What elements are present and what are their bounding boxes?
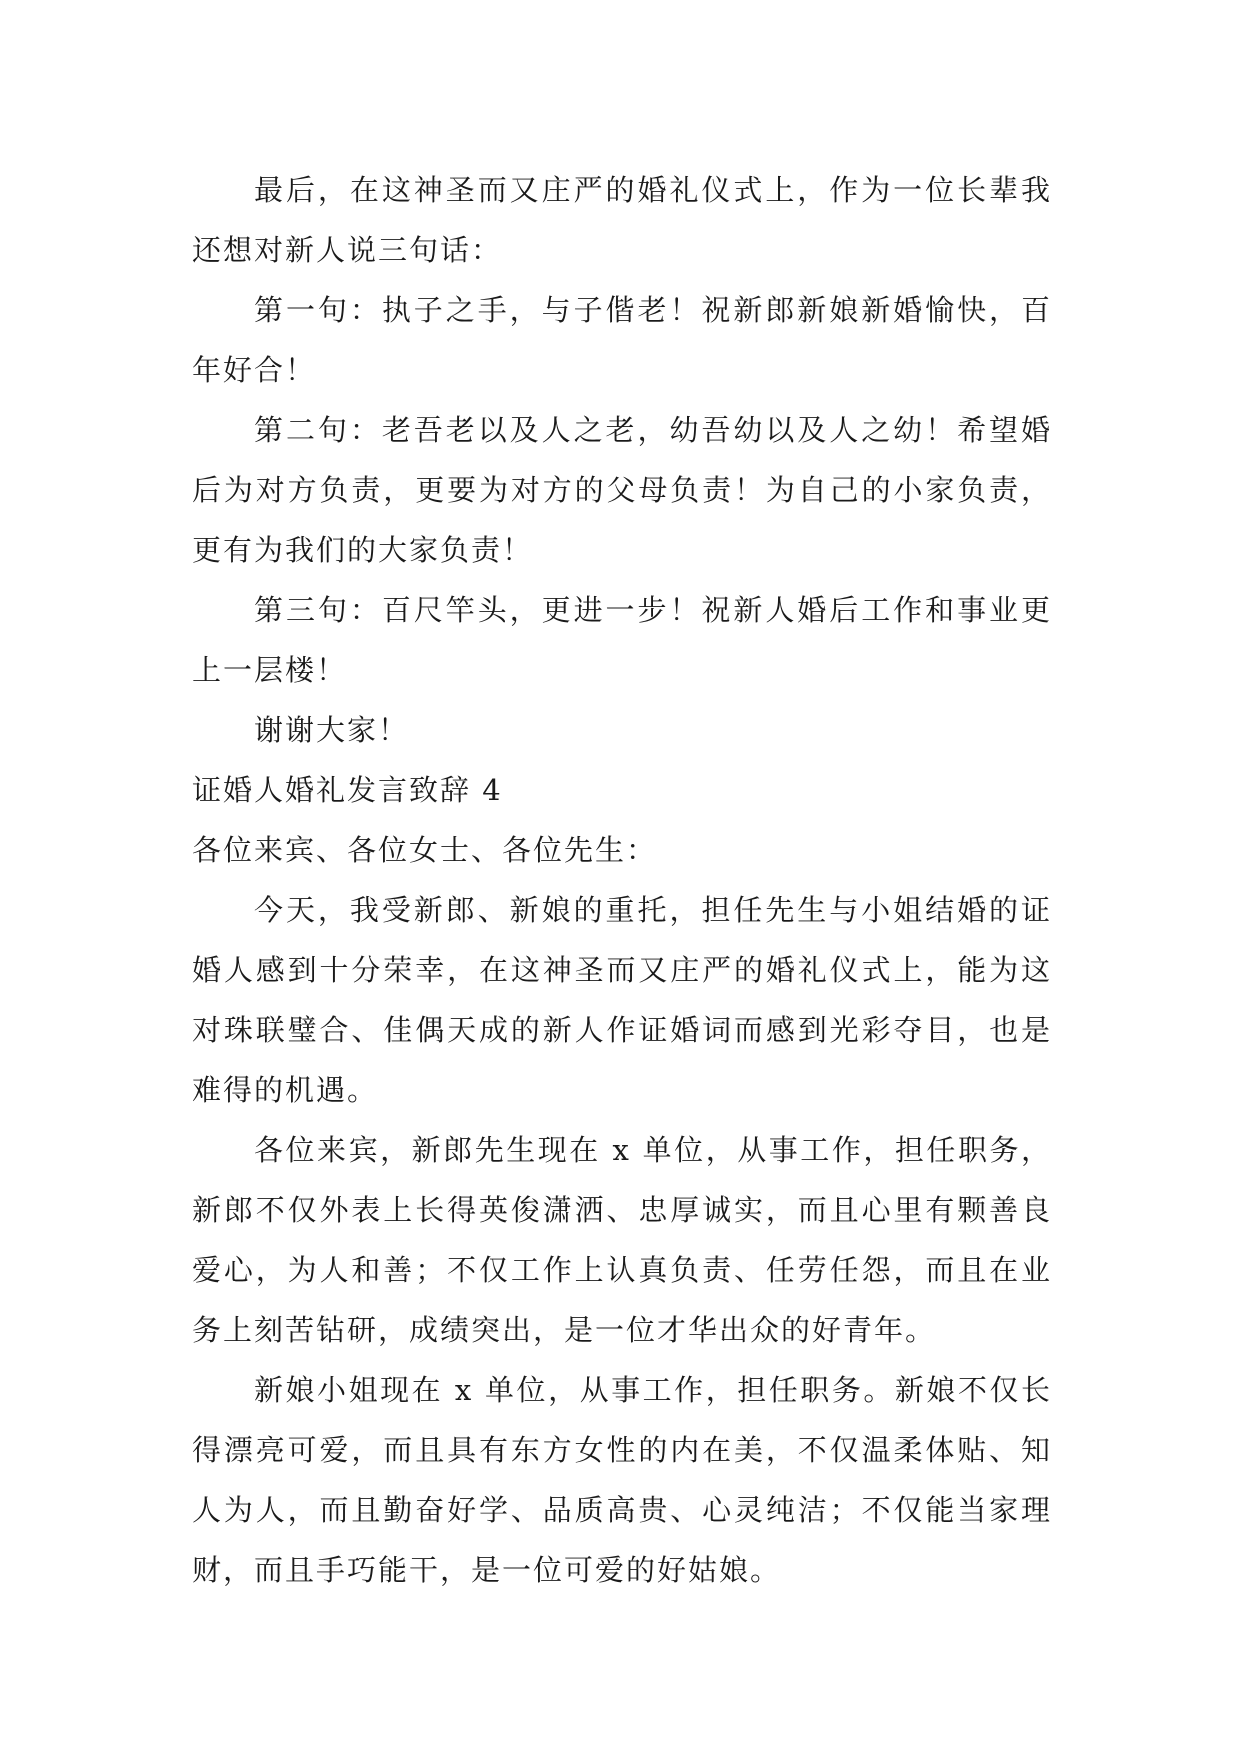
paragraph-thanks: 谢谢大家！: [254, 713, 410, 747]
paragraph-bride: 新娘小姐现在 x 单位，从事工作，担任职务。新娘不仅长得漂亮可爱，而且具有东方女性的内在美，不仅温柔体贴、知人为人，而且勤奋好学、品质高贵、心灵纯洁；不仅能当家理财，而且手巧能干，是一位可爱的好姑娘。: [192, 1373, 1052, 1587]
paragraph-opening: 今天，我受新郎、新娘的重托，担任先生与小姐结婚的证婚人感到十分荣幸，在这神圣而又庄严的婚礼仪式上，能为这对珠联璧合、佳偶天成的新人作证婚词而感到光彩夺目，也是难得的机遇。: [192, 893, 1052, 1107]
paragraph-closing-intro: 最后，在这神圣而又庄严的婚礼仪式上，作为一位长辈我还想对新人说三句话：: [192, 173, 1052, 267]
paragraph-third-wish: 第三句：百尺竿头，更进一步！祝新人婚后工作和事业更上一层楼！: [192, 593, 1052, 687]
paragraph-second-wish: 第二句：老吾老以及人之老，幼吾幼以及人之幼！希望婚后为对方负责，更要为对方的父母负责！为自己的小家负责，更有为我们的大家负责！: [192, 413, 1052, 567]
paragraph-groom: 各位来宾，新郎先生现在 x 单位，从事工作，担任职务，新郎不仅外表上长得英俊潇洒、忠厚诚实，而且心里有颗善良爱心，为人和善；不仅工作上认真负责、任劳任怨，而且在业务上刻苦钻研，成绩突出，是一位才华出众的好青年。: [192, 1133, 1052, 1347]
salutation: 各位来宾、各位女士、各位先生：: [192, 833, 658, 867]
document-body: [192, 160, 1052, 1600]
paragraph-first-wish: 第一句：执子之手，与子偕老！祝新郎新娘新婚愉快，百年好合！: [192, 293, 1052, 387]
section-heading: 证婚人婚礼发言致辞 4: [192, 773, 503, 807]
